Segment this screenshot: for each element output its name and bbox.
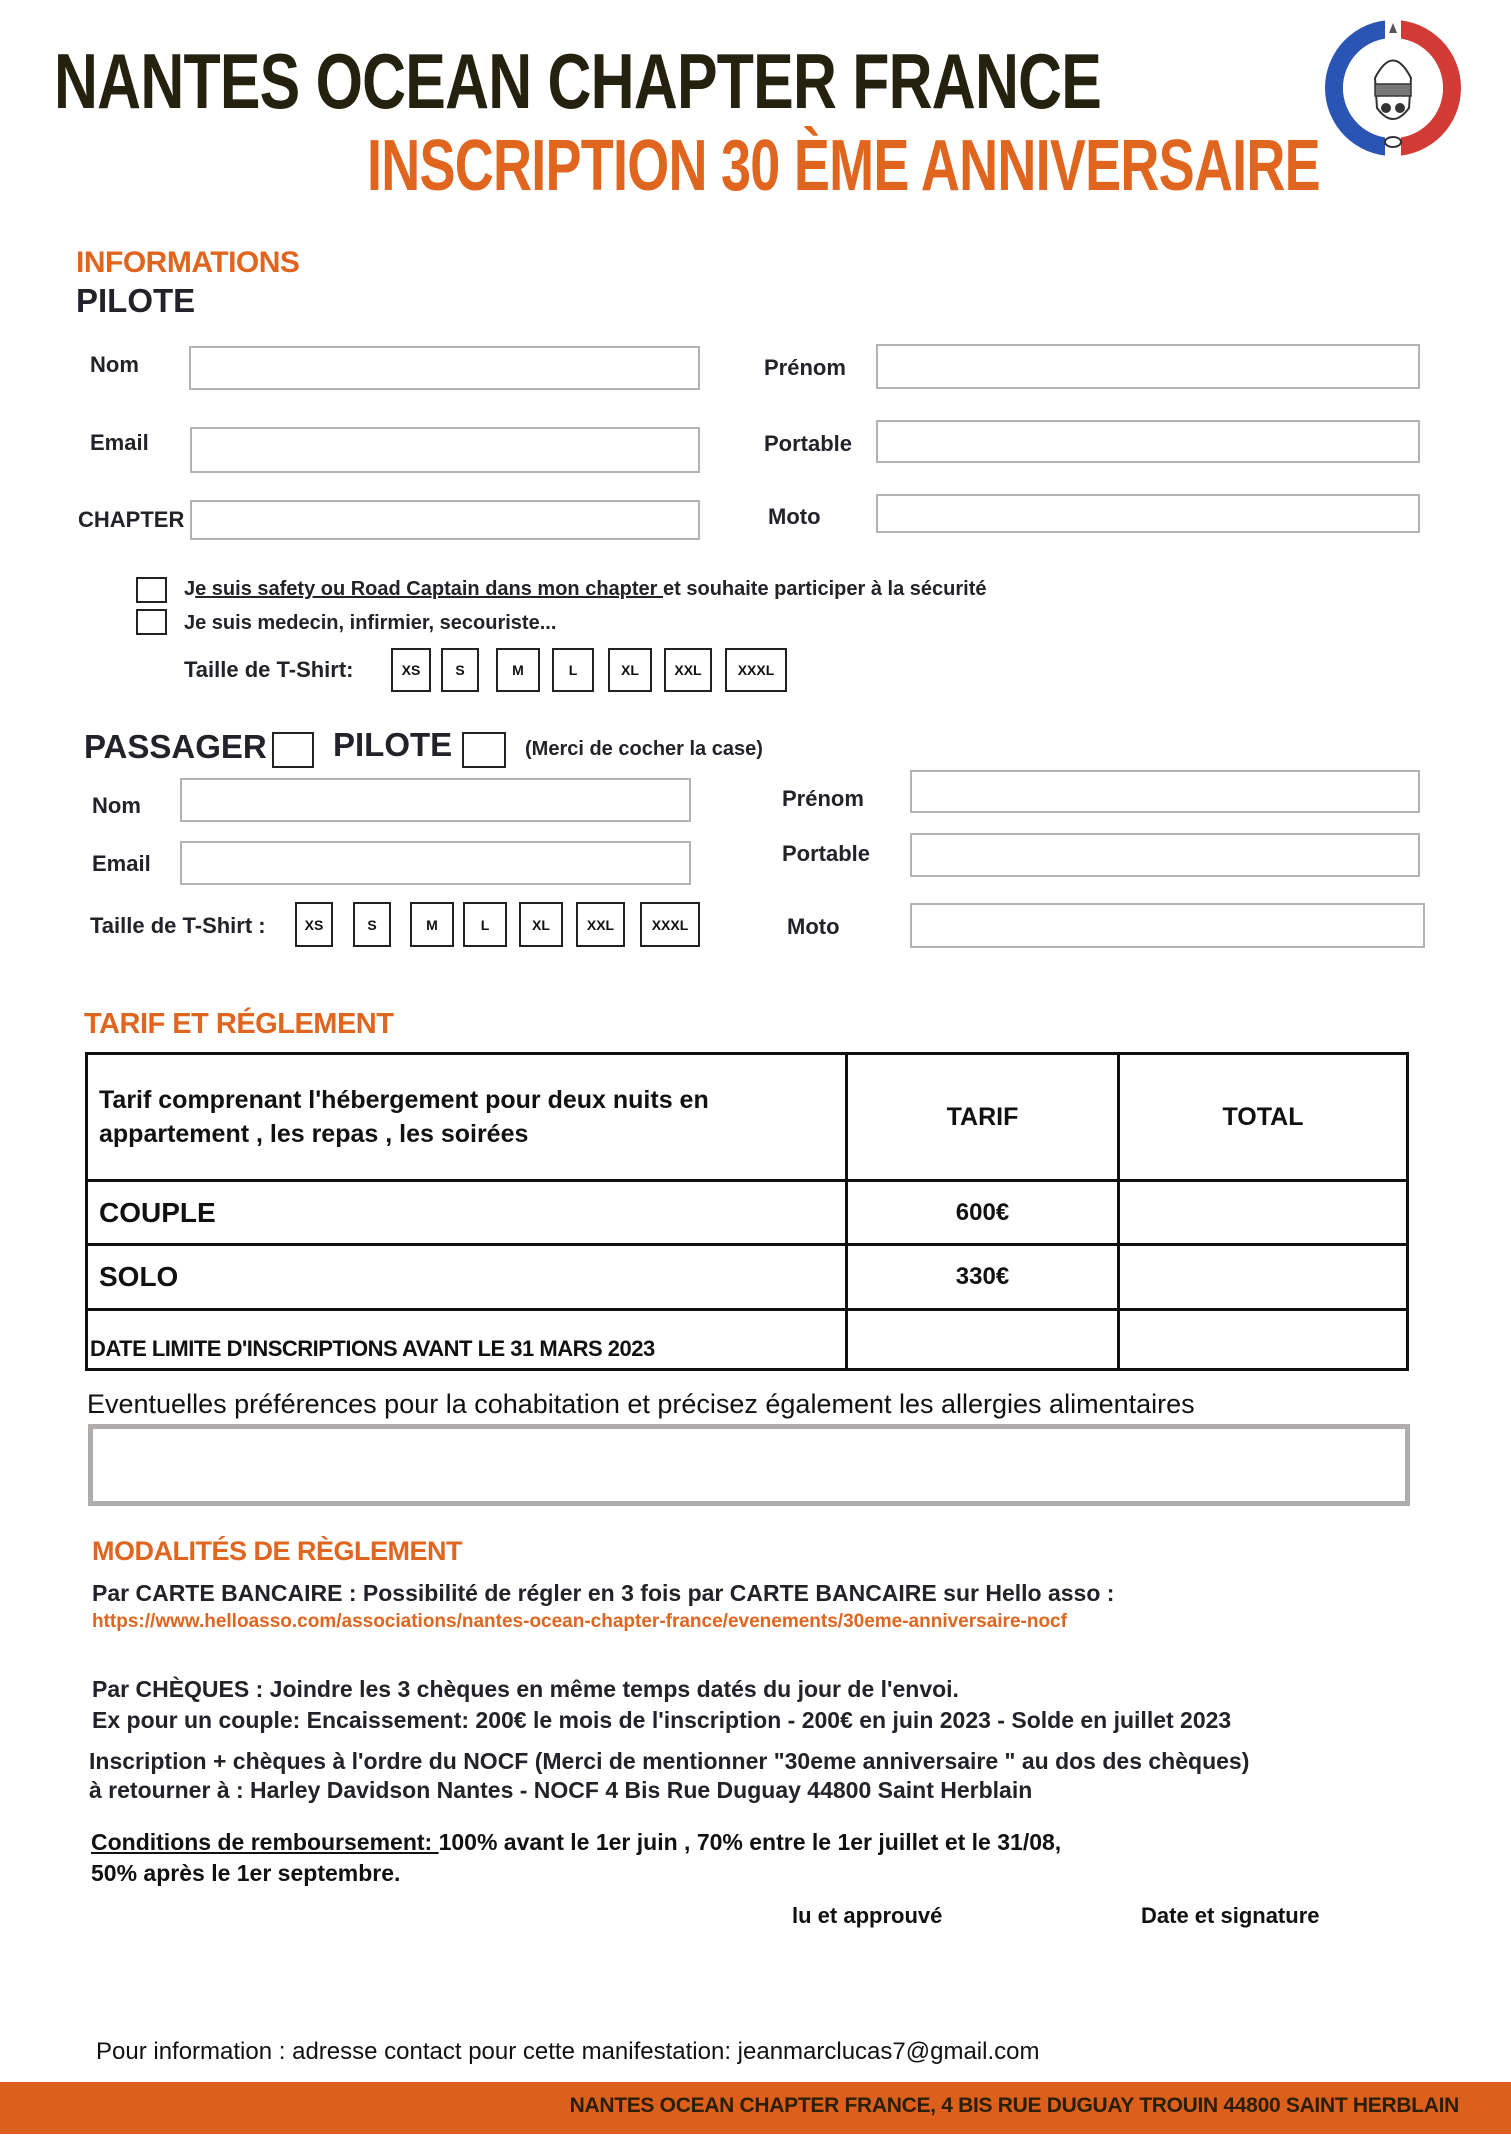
pilote-size-m[interactable]: M <box>496 648 540 692</box>
pilote-portable-label: Portable <box>764 431 853 456</box>
passager-moto-label: Moto <box>787 914 840 939</box>
pilote-prenom-label: Prénom <box>764 355 846 380</box>
section-title-tarif: TARIF ET RÉGLEMENT <box>84 1008 394 1040</box>
pilote-chapter-input[interactable] <box>190 500 700 540</box>
passager-tshirt-label: Taille de T-Shirt : <box>90 913 266 938</box>
pilote-email-label: Email <box>90 430 149 455</box>
table-row <box>87 1310 1408 1370</box>
signature-label: Date et signature <box>1141 1903 1320 1928</box>
pilote-chapter-label: CHAPTER <box>78 507 185 532</box>
pilote-moto-input[interactable] <box>876 494 1420 533</box>
passager-size-s[interactable]: S <box>353 902 391 947</box>
passager-email-label: Email <box>92 851 151 876</box>
cheque-example-text: Ex pour un couple: Encaissement: 200€ le mois de l'inscription - 200€ en juin 2023 - Solde en juillet 2023 <box>92 1707 1232 1733</box>
passager-size-m[interactable]: M <box>410 902 454 947</box>
pilote-portable-input[interactable] <box>876 420 1420 463</box>
refund-conditions: Conditions de remboursement: 100% avant le 1er juin , 70% entre le 1er juillet et le 31/08, <box>91 1829 1062 1855</box>
footer-bar <box>0 2082 1511 2134</box>
deadline-tarif-cell <box>847 1310 1119 1370</box>
passager-portable-input[interactable] <box>910 833 1420 877</box>
tarif-column-header: TARIF <box>847 1054 1119 1181</box>
pilote-heading: PILOTE <box>76 282 196 319</box>
pilote-size-xl[interactable]: XL <box>608 648 652 692</box>
pilote-size-xs[interactable]: XS <box>391 648 431 692</box>
tarif-header-row <box>87 1054 1408 1181</box>
passager-checkbox[interactable] <box>272 732 314 768</box>
total-column-header: TOTAL <box>1119 1054 1408 1181</box>
price-solo: 330€ <box>847 1245 1119 1310</box>
section-title-payment: MODALITÉS DE RÈGLEMENT <box>92 1536 463 1566</box>
pilote-prenom-input[interactable] <box>876 344 1420 389</box>
total-couple-cell[interactable] <box>1119 1181 1408 1245</box>
category-couple: COUPLE <box>87 1181 847 1245</box>
return-address-text: à retourner à : Harley Davidson Nantes - NOCF 4 Bis Rue Duguay 44800 Saint Herblain <box>89 1777 1033 1803</box>
pilote-nom-input[interactable] <box>189 346 700 390</box>
preferences-textarea[interactable] <box>88 1424 1410 1506</box>
passager-nom-label: Nom <box>92 793 141 818</box>
card-payment-text: Par CARTE BANCAIRE : Possibilité de régler en 3 fois par CARTE BANCAIRE sur Hello asso : <box>92 1580 1115 1606</box>
table-row <box>87 1181 1408 1245</box>
refund-conditions-line2: 50% après le 1er septembre. <box>91 1860 401 1886</box>
pilote-nom-label: Nom <box>90 352 139 377</box>
price-couple: 600€ <box>847 1181 1119 1245</box>
passager-pilote-checkbox[interactable] <box>462 732 506 768</box>
passager-portable-label: Portable <box>782 841 871 866</box>
pilote-size-l[interactable]: L <box>552 648 594 692</box>
cheque-order-text: Inscription + chèques à l'ordre du NOCF (Merci de mentionner "30eme anniversaire " au dos des chèques) <box>89 1748 1250 1774</box>
table-row <box>87 1245 1408 1310</box>
passager-prenom-label: Prénom <box>782 786 864 811</box>
passager-size-xxl[interactable]: XXL <box>576 902 625 947</box>
pilote-size-xxl[interactable]: XXL <box>664 648 712 692</box>
passager-size-xs[interactable]: XS <box>295 902 333 947</box>
medical-label: Je suis medecin, infirmier, secouriste... <box>184 612 557 634</box>
passager-size-l[interactable]: L <box>463 902 507 947</box>
passager-size-xxxl[interactable]: XXXL <box>640 902 700 947</box>
approved-label: lu et approuvé <box>792 1903 943 1928</box>
safety-roadcaptain-checkbox[interactable] <box>136 577 167 603</box>
pilote-tshirt-label: Taille de T-Shirt: <box>184 657 354 682</box>
passager-moto-input[interactable] <box>910 903 1425 948</box>
pilote-email-input[interactable] <box>190 427 700 473</box>
pilote-size-s[interactable]: S <box>441 648 479 692</box>
passager-prenom-input[interactable] <box>910 770 1420 813</box>
cheque-payment-text: Par CHÈQUES : Joindre les 3 chèques en même temps datés du jour de l'envoi. <box>92 1676 959 1702</box>
tarif-description: Tarif comprenant l'hébergement pour deux nuits en appartement , les repas , les soirées <box>87 1054 847 1181</box>
safety-roadcaptain-label: Je suis safety ou Road Captain dans mon chapter et souhaite participer à la sécurité <box>184 578 987 600</box>
chapter-logo-icon <box>1323 18 1463 158</box>
passager-nom-input[interactable] <box>180 778 691 822</box>
document-subtitle: INSCRIPTION 30 ÈME ANNIVERSAIRE <box>367 126 1320 206</box>
passager-heading: PASSAGER <box>84 728 267 765</box>
passager-email-input[interactable] <box>180 841 691 885</box>
passager-hint: (Merci de cocher la case) <box>525 738 763 760</box>
passager-pilote-heading: PILOTE <box>333 726 453 763</box>
pilote-moto-label: Moto <box>768 504 821 529</box>
medical-checkbox[interactable] <box>136 609 167 635</box>
pilote-size-xxxl[interactable]: XXXL <box>725 648 787 692</box>
preferences-label: Eventuelles préférences pour la cohabitation et précisez également les allergies alimentaires <box>87 1389 1195 1419</box>
total-solo-cell[interactable] <box>1119 1245 1408 1310</box>
passager-size-xl[interactable]: XL <box>519 902 563 947</box>
footer-address: NANTES OCEAN CHAPTER FRANCE, 4 BIS RUE DUGUAY TROUIN 44800 SAINT HERBLAIN <box>569 2094 1459 2117</box>
registration-deadline: DATE LIMITE D'INSCRIPTIONS AVANT LE 31 MARS 2023 <box>87 1310 847 1370</box>
tarif-table <box>85 1052 1409 1371</box>
helloasso-link[interactable]: https://www.helloasso.com/associations/nantes-ocean-chapter-france/evenements/30eme-anniversaire-nocf <box>92 1611 1067 1632</box>
document-title: NANTES OCEAN CHAPTER FRANCE <box>54 37 1102 125</box>
category-solo: SOLO <box>87 1245 847 1310</box>
deadline-total-cell <box>1119 1310 1408 1370</box>
section-title-informations: INFORMATIONS <box>76 246 300 279</box>
contact-info: Pour information : adresse contact pour cette manifestation: jeanmarclucas7@gmail.com <box>96 2038 1040 2065</box>
